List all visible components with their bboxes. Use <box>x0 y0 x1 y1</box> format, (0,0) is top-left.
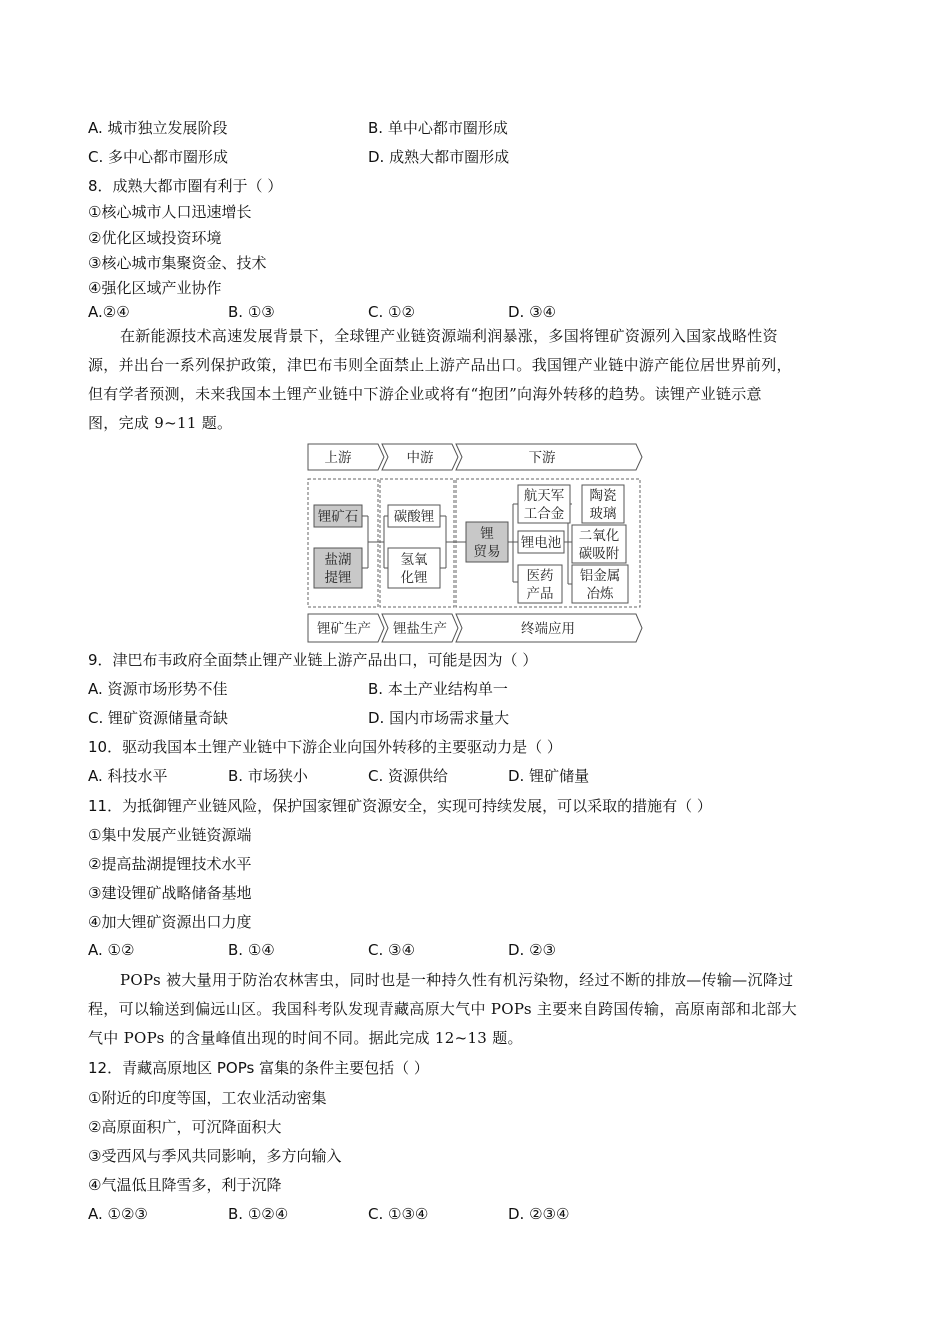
q12-option-a: A. ①②③ <box>88 1205 148 1223</box>
q9-option-a: A. 资源市场形势不佳 <box>88 680 228 698</box>
label-aerospace-2: 工合金 <box>523 506 565 522</box>
q12-stem: 12．青藏高原地区 POPs 富集的条件主要包括（ ） <box>88 1059 429 1077</box>
q12-option-d: D. ②③④ <box>508 1205 570 1223</box>
q8-item-3: ③核心城市集聚资金、技术 <box>88 254 267 272</box>
label-lithium-hydroxide-2: 化锂 <box>400 570 428 586</box>
q11-item-1: ①集中发展产业链资源端 <box>88 826 252 844</box>
passage2-line2: 程，可以输送到偏远山区。我国科考队发现青藏高原大气中 POPs 主要来自跨国传输，高原南部和北部大 <box>88 1000 798 1018</box>
q7-option-a: A. 城市独立发展阶段 <box>88 119 228 137</box>
q11-item-3: ③建设锂矿战略储备基地 <box>88 884 252 902</box>
q8-item-2: ②优化区域投资环境 <box>88 229 222 247</box>
footer-salt: 锂盐生产 <box>393 621 447 637</box>
q9-stem: 9．津巴布韦政府全面禁止锂产业链上游产品出口，可能是因为（ ） <box>88 651 538 669</box>
label-lithium-carbonate: 碳酸锂 <box>393 509 435 525</box>
q8-option-c: C. ①② <box>368 303 415 321</box>
passage-pops <box>88 966 850 1053</box>
q11-option-b: B. ①④ <box>228 941 275 959</box>
q10-stem: 10．驱动我国本土锂产业链中下游企业向国外转移的主要驱动力是（ ） <box>88 738 562 756</box>
label-salt-lake-1: 盐湖 <box>324 552 352 568</box>
q11-stem: 11．为抵御锂产业链风险，保护国家锂矿资源安全，实现可持续发展，可以采取的措施有（ ） <box>88 797 712 815</box>
passage2-line3: 气中 POPs 的含量峰值出现的时间不同。据此完成 12~13 题。 <box>88 1029 523 1047</box>
passage1-line2: 源，并出台一系列保护政策，津巴布韦则全面禁止上游产品出口。我国锂产业链中游产能位居世界前列， <box>88 356 792 374</box>
q12-item-2: ②高原面积广，可沉降面积大 <box>88 1118 282 1136</box>
footer-ore: 锂矿生产 <box>317 621 371 637</box>
q7-option-d: D. 成熟大都市圈形成 <box>368 148 510 166</box>
label-aerospace-1: 航天军 <box>523 488 565 504</box>
q12-item-1: ①附近的印度等国，工农业活动密集 <box>88 1089 327 1107</box>
q11-option-c: C. ③④ <box>368 941 415 959</box>
label-pharma-2: 产品 <box>526 586 554 602</box>
label-lithium-ore: 锂矿石 <box>317 509 359 525</box>
q12-option-c: C. ①③④ <box>368 1205 429 1223</box>
q8-option-b: B. ①③ <box>228 303 275 321</box>
q9-option-b: B. 本土产业结构单一 <box>368 680 508 698</box>
q7-option-b: B. 单中心都市圈形成 <box>368 119 508 137</box>
label-salt-lake-2: 提锂 <box>324 570 352 586</box>
q9-option-c: C. 锂矿资源储量奇缺 <box>88 709 229 727</box>
label-lithium-hydroxide-1: 氢氧 <box>400 552 428 568</box>
q11-item-2: ②提高盐湖提锂技术水平 <box>88 855 252 873</box>
q8-option-a: A.②④ <box>88 303 130 321</box>
label-aluminum-2: 冶炼 <box>586 586 614 602</box>
q12-item-3: ③受西风与季风共同影响，多方向输入 <box>88 1147 342 1165</box>
label-trade-2: 贸易 <box>473 544 501 560</box>
q10-option-a: A. 科技水平 <box>88 767 168 785</box>
label-ceramics-2: 玻璃 <box>589 506 617 522</box>
q8-item-4: ④强化区域产业协作 <box>88 279 222 297</box>
passage1-line1: 在新能源技术高速发展背景下，全球锂产业链资源端利润暴涨，多国将锂矿资源列入国家战略性资 <box>120 327 778 345</box>
q7-option-c: C. 多中心都市圈形成 <box>88 148 229 166</box>
passage1-line4: 图，完成 9~11 题。 <box>88 414 233 432</box>
header-upstream: 上游 <box>324 450 352 466</box>
q12-item-4: ④气温低且降雪多，利于沉降 <box>88 1176 282 1194</box>
label-co2-1: 二氧化 <box>578 528 620 544</box>
passage2-line1: POPs 被大量用于防治农林害虫，同时也是一种持久性有机污染物，经过不断的排放—传输—沉降过 <box>120 971 794 989</box>
q10-option-d: D. 锂矿储量 <box>508 767 590 785</box>
lithium-chain-diagram <box>306 442 646 644</box>
q8-option-d: D. ③④ <box>508 303 556 321</box>
q12-option-b: B. ①②④ <box>228 1205 289 1223</box>
label-co2-2: 碳吸附 <box>578 546 620 562</box>
q10-option-b: B. 市场狭小 <box>228 767 308 785</box>
label-battery: 锂电池 <box>520 535 562 551</box>
passage-lithium <box>88 322 850 438</box>
header-downstream: 下游 <box>528 450 556 466</box>
q11-item-4: ④加大锂矿资源出口力度 <box>88 913 252 931</box>
label-trade-1: 锂 <box>480 526 494 542</box>
label-pharma-1: 医药 <box>526 568 554 584</box>
header-midstream: 中游 <box>406 450 434 466</box>
q8-stem: 8．成熟大都市圈有利于（ ） <box>88 177 283 195</box>
passage1-line3: 但有学者预测，未来我国本土锂产业链中下游企业或将有“抱团”向海外转移的趋势。读锂产业链示意 <box>88 385 762 403</box>
q11-option-d: D. ②③ <box>508 941 556 959</box>
label-aluminum-1: 铝金属 <box>579 568 621 584</box>
q10-option-c: C. 资源供给 <box>368 767 449 785</box>
q11-option-a: A. ①② <box>88 941 135 959</box>
q8-item-1: ①核心城市人口迅速增长 <box>88 203 252 221</box>
q9-option-d: D. 国内市场需求量大 <box>368 709 510 727</box>
label-ceramics-1: 陶瓷 <box>589 488 617 504</box>
footer-terminal: 终端应用 <box>521 621 575 637</box>
